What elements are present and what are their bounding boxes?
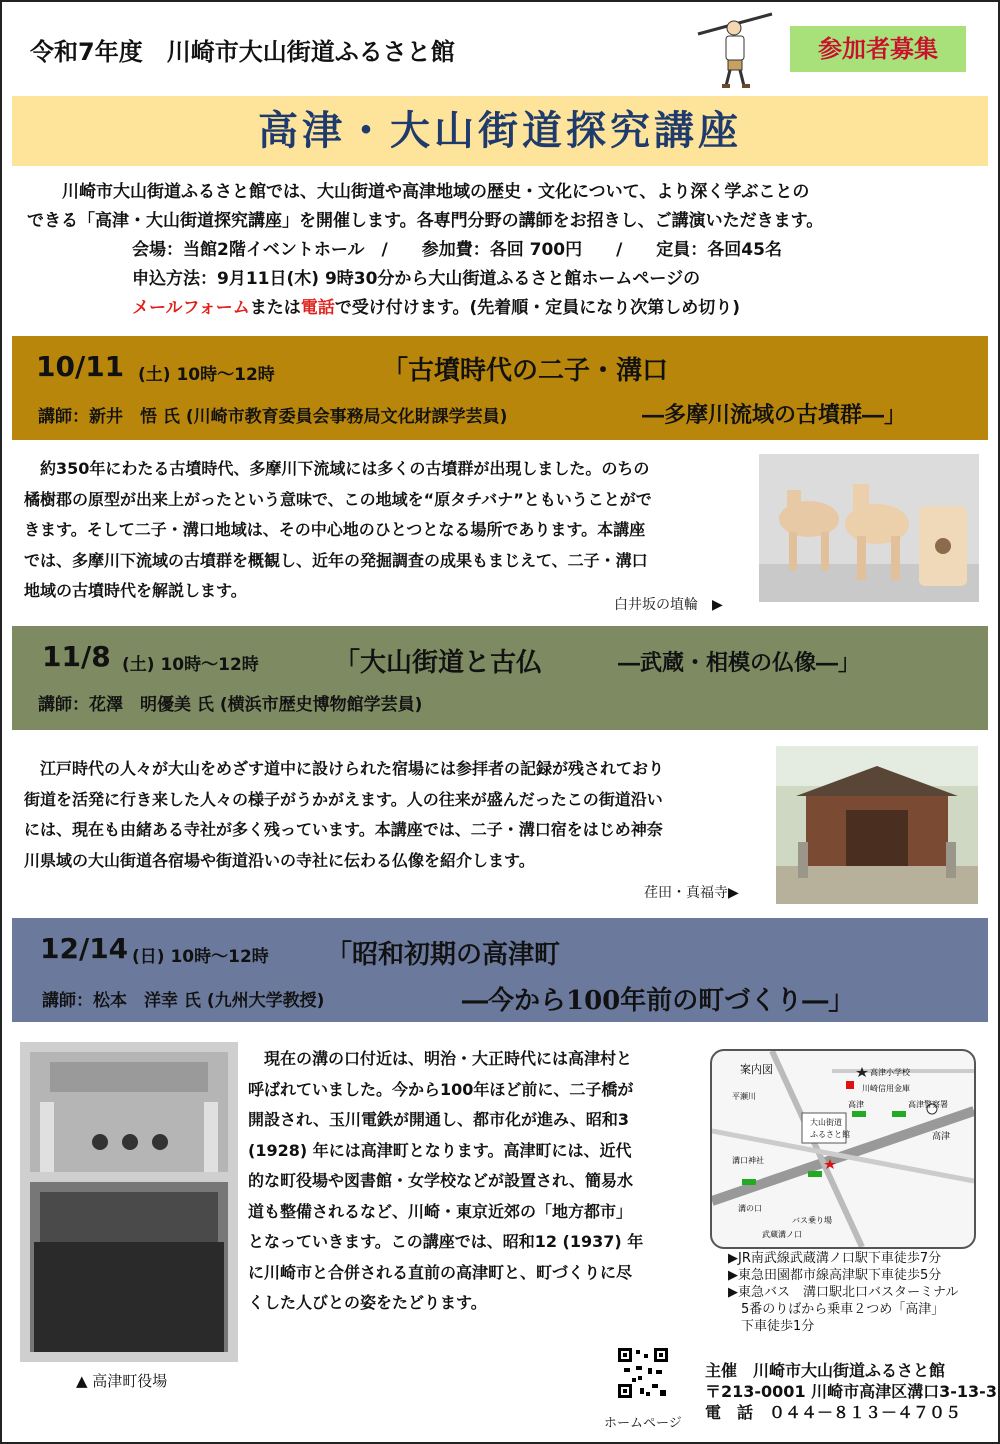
main-title: 高津・大山街道探究講座: [258, 107, 742, 154]
session-subtitle: ―今から100年前の町づくり―」: [462, 986, 855, 1016]
map-label-museum: 大山街道: [810, 1118, 842, 1127]
map-label-police: 高津警察署: [908, 1100, 948, 1109]
session-time: (土) 10時～12時: [122, 655, 259, 675]
map-label-mizonokuchi: 溝の口: [738, 1204, 762, 1213]
main-title-banner: [12, 96, 988, 166]
map-label-takatsu: 高津: [932, 1132, 951, 1142]
organizer-phone: 電 話 ０４４－８１３－４７０５: [705, 1403, 962, 1422]
description-line: 橘樹郡の原型が出来上がったという意味で、この地域を“原タチバナ”ともいうことがで: [24, 489, 652, 509]
description-line: 約350年にわたる古墳時代、多摩川下流域には多くの古墳群が出現しました。のちの: [24, 459, 650, 478]
description-line: に川崎市と合併される直前の高津町と、町づくりに尽: [248, 1262, 633, 1282]
access-line: 5番のりばから乗車２つめ「高津」: [728, 1302, 945, 1317]
access-line: ▶JR南武線武蔵溝ノ口駅下車徒歩7分: [728, 1251, 942, 1266]
description-line: 呼ばれていました。今から100年ほど前に、二子橋が: [248, 1079, 634, 1099]
description-line: では、多摩川下流域の古墳群を概観し、近年の発掘調査の成果もまじえて、二子・溝口: [24, 550, 648, 570]
access-line: 下車徒歩1分: [728, 1319, 815, 1334]
organizer-address: 〒213-0001 川崎市高津区溝口3-13-3: [705, 1382, 997, 1401]
application-info: 申込方法：9月11日(木) 9時30分から大山街道ふるさと館ホームページの: [132, 269, 701, 289]
map-label-museum: ふるさと館: [810, 1130, 850, 1139]
session-title: 「昭和初期の高津町: [326, 940, 561, 970]
haniwa-caption: 白井坂の埴輪 ▶: [614, 597, 723, 613]
access-info: [728, 1250, 958, 1335]
description-line: くした人びとの姿をたどります。: [248, 1293, 487, 1312]
description-line: 道も整備されるなど、川崎・東京近郊の「地方都市」: [248, 1201, 633, 1221]
access-map: [710, 1049, 976, 1249]
town-office-photo: [20, 1042, 238, 1362]
map-label-musashi: 武蔵溝ノ口: [762, 1230, 802, 1239]
intro-note: で受け付けます。(先着順・定員になり次第しめ切り): [334, 298, 740, 318]
homepage-qr-code[interactable]: [618, 1348, 668, 1398]
venue-info: 会場：当館2階イベントホール / 参加費：各回 700円 / 定員：各回45名: [132, 240, 782, 260]
description-line: 街道を活発に行き来した人々の様子がうかがえます。人の往来が盛んだったこの街道沿い: [24, 789, 663, 809]
session-date: 10/11: [36, 350, 125, 383]
session-title: 「古墳時代の二子・溝口: [382, 356, 669, 386]
session-1-header: [12, 336, 988, 440]
description-line: 現在の溝の口付近は、明治・大正時代には高津村と: [248, 1049, 633, 1068]
session-date: 12/14: [40, 932, 129, 965]
town-office-caption: ▲ 高津町役場: [76, 1372, 168, 1390]
description-line: には、現在も由緒ある寺社が多く残っています。本講座では、二子・溝口宿をはじめ神奈: [24, 820, 663, 839]
museum-title: 令和7年度 川崎市大山街道ふるさと館: [30, 38, 455, 66]
map-label-station: 高津: [848, 1100, 864, 1109]
session-lecturer: 講師：松本 洋幸 氏 (九州大学教授): [42, 991, 325, 1011]
application-method: [22, 294, 982, 323]
map-title: 案内図: [740, 1063, 773, 1076]
intro-line: 川崎市大山街道ふるさと館では、大山街道や高津地域の歴史・文化について、より深く学ぶことの: [62, 182, 810, 202]
session-time: (日) 10時～12時: [132, 947, 269, 967]
phone-text: 電話: [300, 298, 335, 318]
organizer-info: [705, 1360, 997, 1423]
description-line: 的な町役場や図書館・女学校などが設置され、簡易水: [248, 1171, 633, 1190]
intro-line: できる「高津・大山街道探究講座」を開催します。各専門分野の講師をお招きし、ご講演いただきます。: [27, 211, 824, 231]
recruit-badge: 参加者募集: [790, 26, 966, 72]
session-2-description: [24, 754, 664, 876]
mail-form-text: メールフォーム: [132, 298, 250, 318]
map-label-school: 高津小学校: [870, 1068, 910, 1077]
mascot-illustration: [688, 8, 778, 90]
session-subtitle: ―武蔵・相模の仏像―」: [618, 650, 861, 676]
session-lecturer: 講師：新井 悟 氏 (川崎市教育委員会事務局文化財課学芸員): [38, 407, 508, 427]
session-1-description: [24, 454, 652, 607]
description-line: となっていきます。この講座では、昭和12 (1937) 年: [248, 1232, 644, 1251]
intro-connector: または: [249, 298, 301, 318]
session-date: 11/8: [42, 640, 111, 673]
access-line: ▶東急バス 溝口駅北口バスターミナル: [728, 1285, 959, 1300]
description-line: 開設され、玉川電鉄が開通し、都市化が進み、昭和3: [248, 1110, 630, 1129]
access-line: ▶東急田園都市線高津駅下車徒歩5分: [728, 1268, 942, 1283]
map-label-bank: 川崎信用金庫: [862, 1084, 910, 1093]
map-label-bus: バス乗り場: [792, 1216, 832, 1225]
session-lecturer: 講師：花澤 明優美 氏 (横浜市歴史博物館学芸員): [38, 695, 423, 715]
description-line: 地域の古墳時代を解説します。: [24, 581, 247, 600]
session-time: (土) 10時～12時: [138, 365, 275, 385]
temple-caption: 荏田・真福寺▶: [644, 885, 739, 901]
organizer-name: 主催 川崎市大山街道ふるさと館: [705, 1361, 946, 1380]
description-line: 川県域の大山街道各宿場や街道沿いの寺社に伝わる仏像を紹介します。: [24, 850, 535, 870]
intro-text: [22, 178, 982, 323]
session-3-description: [248, 1044, 643, 1319]
description-line: きます。そして二子・溝口地域は、その中心地のひとつとなる場所であります。本講座: [24, 520, 646, 539]
session-2-header: [12, 626, 988, 730]
session-3-header: [12, 918, 988, 1022]
session-title: 「大山街道と古仏: [334, 648, 543, 678]
description-line: (1928) 年には高津町となります。高津町には、近代: [248, 1140, 632, 1160]
map-drawing: [712, 1051, 974, 1247]
map-label-river: 平瀬川: [732, 1092, 756, 1101]
qr-label: ホームページ: [604, 1416, 682, 1431]
session-subtitle: ―多摩川流域の古墳群―」: [642, 402, 907, 428]
temple-photo: [776, 746, 978, 904]
haniwa-photo: [759, 454, 979, 602]
description-line: 江戸時代の人々が大山をめざす道中に設けられた宿場には参拝者の記録が残されており: [24, 759, 665, 778]
map-label-shrine: 溝口神社: [732, 1156, 764, 1165]
